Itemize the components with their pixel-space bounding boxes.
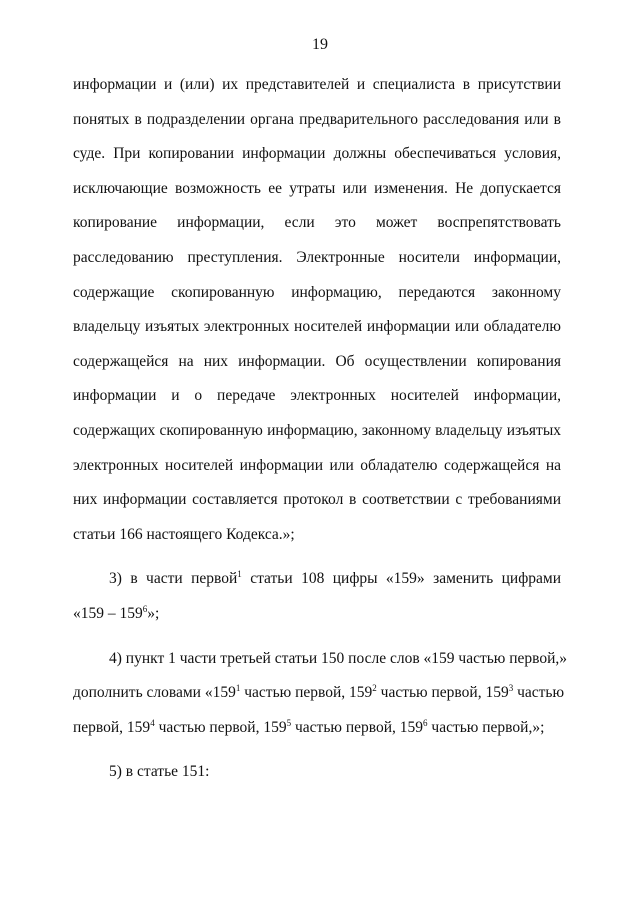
superscript: 3 bbox=[508, 683, 514, 694]
document-body bbox=[73, 68, 568, 790]
superscript: 1 bbox=[235, 683, 241, 694]
list-item-3 bbox=[73, 562, 561, 631]
text-line: статьи 166 настоящего Кодекса.»; bbox=[73, 525, 295, 543]
text-line: 3) в части первой$^1$ статьи 108 цифры «159» заменить цифрами bbox=[109, 569, 561, 588]
superscript: 6 bbox=[423, 717, 428, 728]
text-line: 4) пункт 1 части третьей статьи 150 после слов «159 частью первой,» bbox=[109, 649, 568, 667]
superscript: 6 bbox=[142, 603, 148, 614]
text-line: них информации составляется протокол в соответствии с требованиями bbox=[73, 491, 561, 509]
page-number: 19 bbox=[312, 36, 328, 53]
text-line: исключающие возможность ее утраты или изменения. Не допускается bbox=[73, 179, 561, 197]
text-line: суде. При копировании информации должны обеспечиваться условия, bbox=[73, 145, 561, 163]
paragraph-spacer bbox=[73, 745, 561, 755]
list-item-4 bbox=[73, 642, 568, 746]
text-line: электронных носителей информации или обладателю содержащейся на bbox=[73, 456, 561, 474]
text-line: дополнить словами «$159^1$ частью первой, $159^2$ частью первой, $159^3$ частью bbox=[73, 683, 565, 702]
paragraph-continuation bbox=[73, 68, 561, 552]
superscript: 1 bbox=[237, 569, 242, 580]
superscript: 2 bbox=[372, 683, 377, 694]
list-item-5 bbox=[73, 755, 561, 790]
paragraph-spacer bbox=[73, 552, 561, 562]
text-line: копирование информации, если это может воспрепятствовать bbox=[73, 214, 561, 232]
text-line: содержащие скопированную информацию, передаются законному bbox=[73, 283, 561, 301]
text-line: информации и о передаче электронных носителей информации, bbox=[73, 387, 561, 405]
text-line: «$159 - 159^6$»; bbox=[73, 603, 160, 622]
text-line: информации и (или) их представителей и специалиста в присутствии bbox=[73, 76, 561, 93]
text-line: первой, $159^4$ частью первой, $159^5$ частью первой, $159^6$ частью первой,»; bbox=[73, 717, 545, 736]
text-line: содержащейся на них информации. Об осуществлении копирования bbox=[73, 352, 561, 370]
text-line: содержащих скопированную информацию, законному владельцу изъятых bbox=[73, 421, 561, 439]
text-line: расследованию преступления. Электронные носители информации, bbox=[73, 248, 561, 266]
paragraph-spacer bbox=[73, 632, 561, 642]
text-line: владельцу изъятых электронных носителей информации или обладателю bbox=[73, 318, 561, 336]
superscript: 5 bbox=[286, 717, 292, 728]
text-line: понятых в подразделении органа предварительного расследования или в bbox=[73, 110, 561, 128]
superscript: 4 bbox=[150, 717, 155, 728]
text-line: 5) в статье 151: bbox=[109, 763, 210, 781]
